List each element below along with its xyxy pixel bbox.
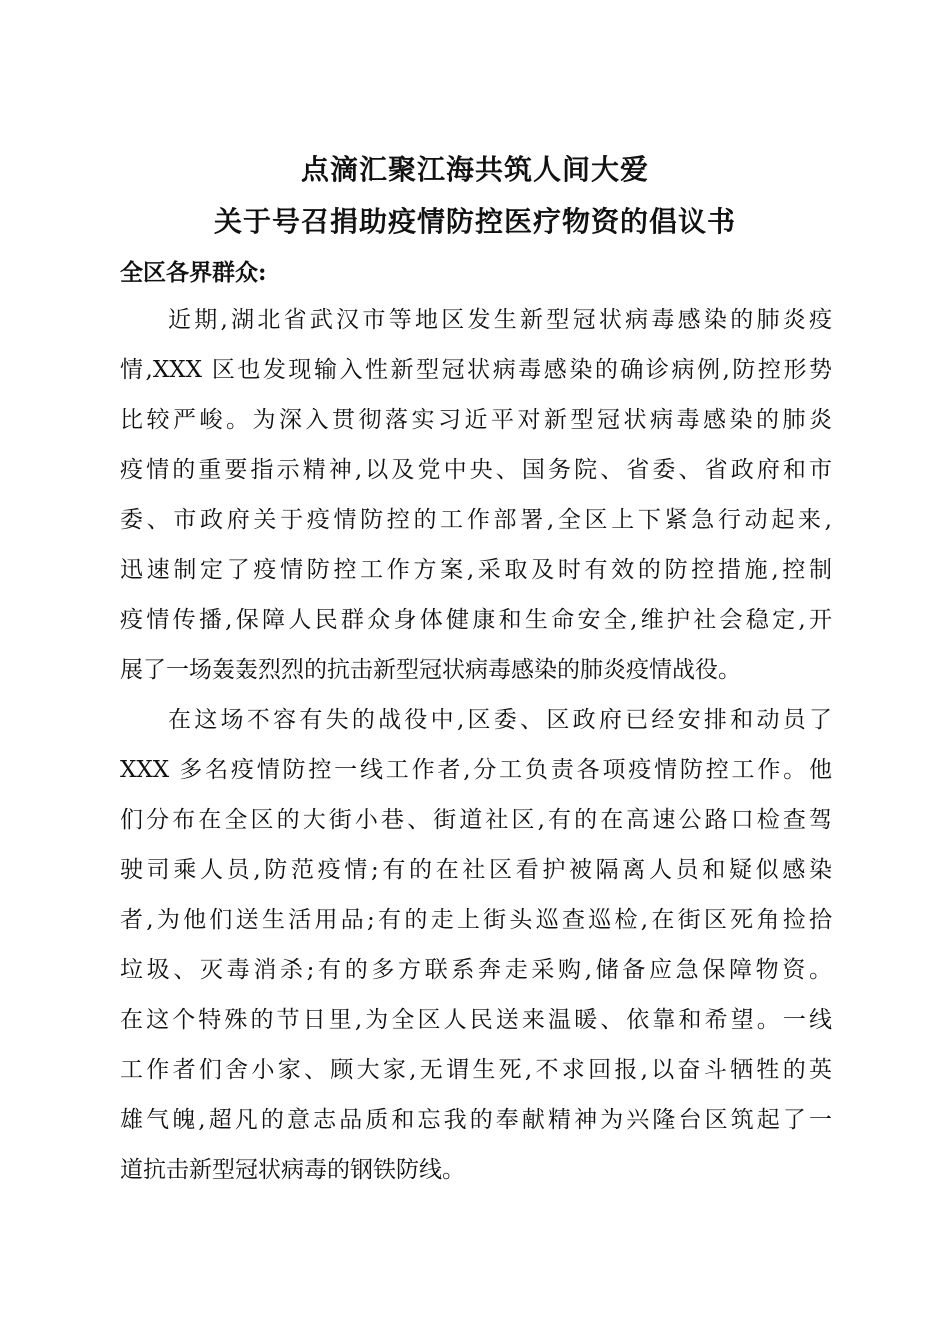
salutation: 全区各界群众: — [120, 259, 267, 286]
paragraph-1-line: 比较严峻。为深入贯彻落实习近平对新型冠状病毒感染的肺炎 — [120, 407, 832, 433]
paragraph-2-line: 道抗击新型冠状病毒的钢铁防线。 — [120, 1157, 465, 1183]
paragraph-1-line: 疫情传播,保障人民群众身体健康和生命安全,维护社会稳定,开 — [120, 607, 832, 633]
paragraph-2-line: 雄气魄,超凡的意志品质和忘我的奉献精神为兴隆台区筑起了一 — [120, 1107, 832, 1133]
document-title: 点滴汇聚江海共筑人间大爱 — [300, 153, 649, 186]
paragraph-2-line: 在这个特殊的节日里,为全区人民送来温暖、依靠和希望。一线 — [120, 1007, 832, 1033]
paragraph-2-line: 垃圾、灭毒消杀;有的多方联系奔走采购,储备应急保障物资。 — [120, 957, 832, 983]
paragraph-1-line: 迅速制定了疫情防控工作方案,采取及时有效的防控措施,控制 — [120, 557, 832, 583]
paragraph-2-line: 者,为他们送生活用品;有的走上街头巡查巡检,在街区死角捡拾 — [120, 907, 832, 933]
paragraph-1-line: 情,XXX 区也发现输入性新型冠状病毒感染的确诊病例,防控形势 — [120, 357, 832, 383]
paragraph-1-line: 委、市政府关于疫情防控的工作部署,全区上下紧急行动起来, — [120, 507, 832, 533]
paragraph-2-line: 在这场不容有失的战役中,区委、区政府已经安排和动员了 — [168, 707, 832, 733]
paragraph-2-line: 们分布在全区的大街小巷、街道社区,有的在高速公路口检查驾 — [120, 807, 832, 833]
paragraph-1-line: 疫情的重要指示精神,以及党中央、国务院、省委、省政府和市 — [120, 457, 832, 483]
paragraph-2-line: XXX 多名疫情防控一线工作者,分工负责各项疫情防控工作。他 — [120, 757, 832, 783]
document-subtitle: 关于号召捐助疫情防控医疗物资的倡议书 — [213, 205, 736, 238]
paragraph-2-line: 工作者们舍小家、顾大家,无谓生死,不求回报,以奋斗牺牲的英 — [120, 1057, 832, 1083]
paragraph-2-line: 驶司乘人员,防范疫情;有的在社区看护被隔离人员和疑似感染 — [120, 857, 832, 883]
paragraph-1-line: 近期,湖北省武汉市等地区发生新型冠状病毒感染的肺炎疫 — [168, 307, 832, 333]
paragraph-1-line: 展了一场轰轰烈烈的抗击新型冠状病毒感染的肺炎疫情战役。 — [120, 657, 741, 683]
